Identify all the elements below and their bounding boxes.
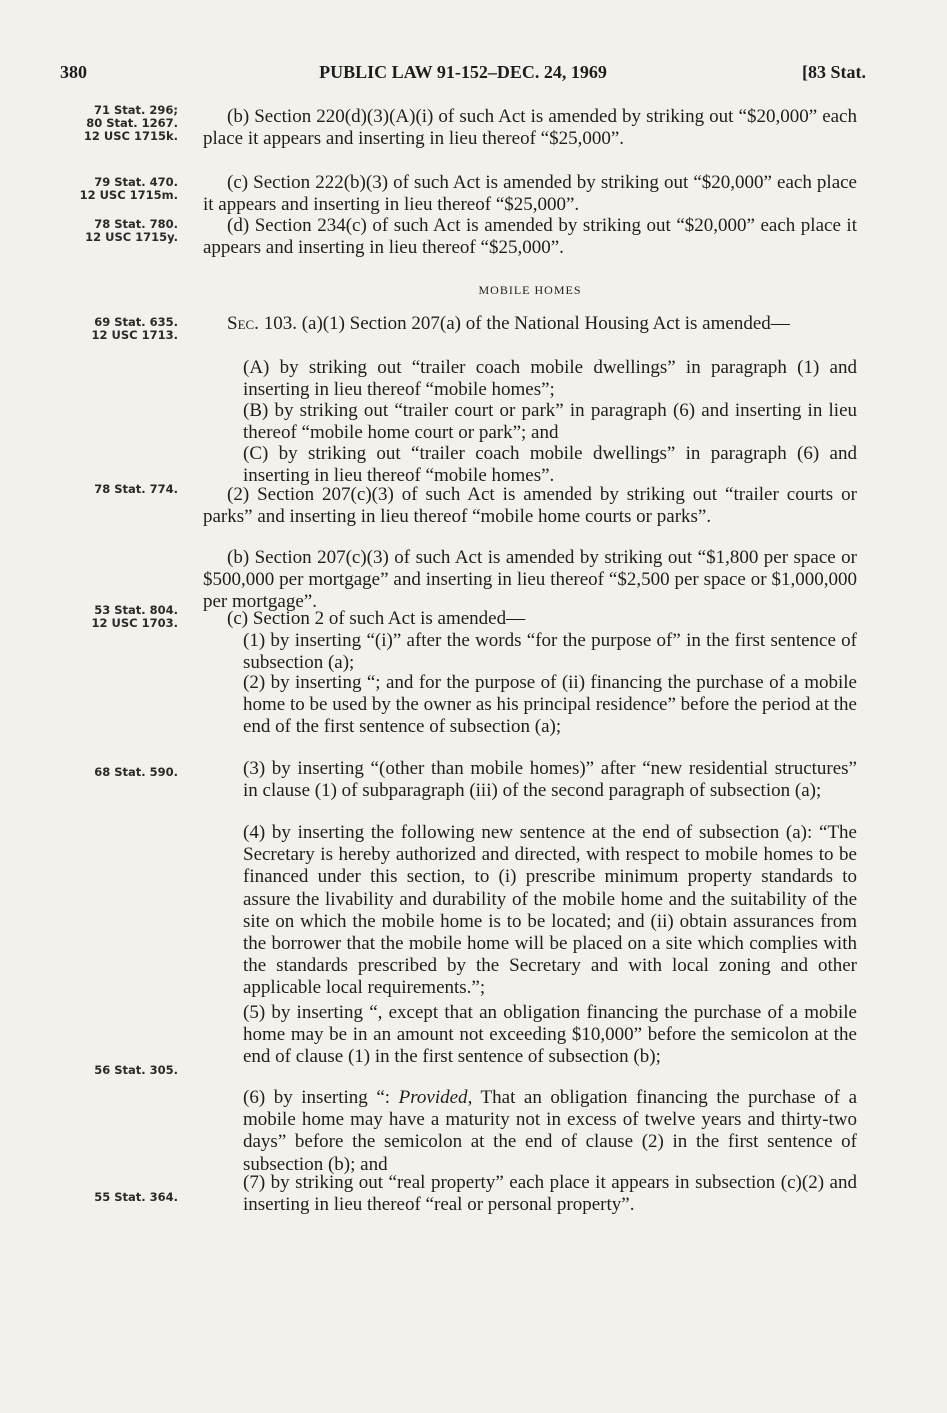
margin-note: 78 Stat. 774.: [94, 482, 178, 496]
paragraph: (7) by striking out “real property” each place it appears in subsection (c)(2) and inserting in lieu thereof “real or personal property”.: [243, 1172, 857, 1216]
running-title: PUBLIC LAW 91-152–DEC. 24, 1969: [319, 62, 607, 82]
margin-note: 55 Stat. 364.: [94, 1190, 178, 1204]
margin-note: 69 Stat. 635. 12 USC 1713.: [91, 315, 178, 342]
paragraph: (b) Section 220(d)(3)(A)(i) of such Act is amended by striking out “$20,000” each place it appears and inserting in lieu thereof “$25,000”.: [203, 106, 857, 150]
paragraph: (c) Section 2 of such Act is amended—: [227, 608, 526, 629]
section-heading: MOBILE HOMES: [478, 283, 582, 297]
paragraph: (2) Section 207(c)(3) of such Act is amended by striking out “trailer courts or parks” and inserting in lieu thereof “mobile home courts or parks”.: [203, 484, 857, 528]
paragraph: (c) Section 222(b)(3) of such Act is amended by striking out “$20,000” each place it appears and inserting in lieu thereof “$25,000”.: [203, 172, 857, 216]
page-header: [60, 62, 866, 86]
margin-note: 79 Stat. 470. 12 USC 1715m.: [79, 175, 178, 202]
margin-note: 56 Stat. 305.: [94, 1063, 178, 1077]
paragraph: (B) by striking out “trailer court or park” in paragraph (6) and inserting in lieu thereof “mobile home court or park”; and: [243, 400, 857, 444]
paragraph: Sec. 103. (a)(1) Section 207(a) of the National Housing Act is amended—: [227, 313, 790, 334]
paragraph: (2) by inserting “; and for the purpose of (ii) financing the purchase of a mobile home to be used by the owner as his principal residence” before the period at the end of the first sentence of subsection (a);: [243, 672, 857, 738]
margin-note: 68 Stat. 590.: [94, 765, 178, 779]
margin-note: 71 Stat. 296; 80 Stat. 1267. 12 USC 1715k.: [83, 103, 178, 143]
margin-note: 53 Stat. 804. 12 USC 1703.: [91, 603, 178, 630]
paragraph: (4) by inserting the following new sentence at the end of subsection (a): “The Secretary is hereby authorized and directed, with respect to mobile homes to be financed under this section, to (i) prescribe minimum property standards to assure the livability and durability of the mobile home and the suitability of the site on which the mobile home is to be located; and (ii) obtain assurances from the borrower that the mobile home will be placed on a site which complies with the standards prescribed by the Secretary and with local zoning and other applicable local requirements.”;: [243, 822, 857, 999]
paragraph: (5) by inserting “, except that an obligation financing the purchase of a mobile home may be in an amount not exceeding $10,000” before the semicolon at the end of clause (1) in the first sentence of subsection (b);: [243, 1002, 857, 1068]
paragraph: (1) by inserting “(i)” after the words “for the purpose of” in the first sentence of subsection (a);: [243, 630, 857, 674]
statute-reference: [83 Stat.: [802, 62, 866, 82]
margin-note: 78 Stat. 780. 12 USC 1715y.: [85, 217, 178, 244]
paragraph: (b) Section 207(c)(3) of such Act is amended by striking out “$1,800 per space or $500,000 per mortgage” and inserting in lieu thereof “$2,500 per space or $1,000,000 per mortgage”.: [203, 547, 857, 613]
page-number: 380: [60, 62, 87, 82]
paragraph: (3) by inserting “(other than mobile homes)” after “new residential structures” in clause (1) of subparagraph (iii) of the second paragraph of subsection (a);: [243, 758, 857, 802]
paragraph: (C) by striking out “trailer coach mobile dwellings” in paragraph (6) and inserting in lieu thereof “mobile homes”.: [243, 443, 857, 487]
paragraph: (A) by striking out “trailer coach mobile dwellings” in paragraph (1) and inserting in lieu thereof “mobile homes”;: [243, 357, 857, 401]
paragraph: (6) by inserting “: Provided, That an obligation financing the purchase of a mobile home may have a maturity not in excess of twelve years and thirty-two days” before the semicolon at the end of clause (2) in the first sentence of subsection (b); and: [243, 1087, 858, 1175]
paragraph: (d) Section 234(c) of such Act is amended by striking out “$20,000” each place it appears and inserting in lieu thereof “$25,000”.: [203, 215, 857, 259]
